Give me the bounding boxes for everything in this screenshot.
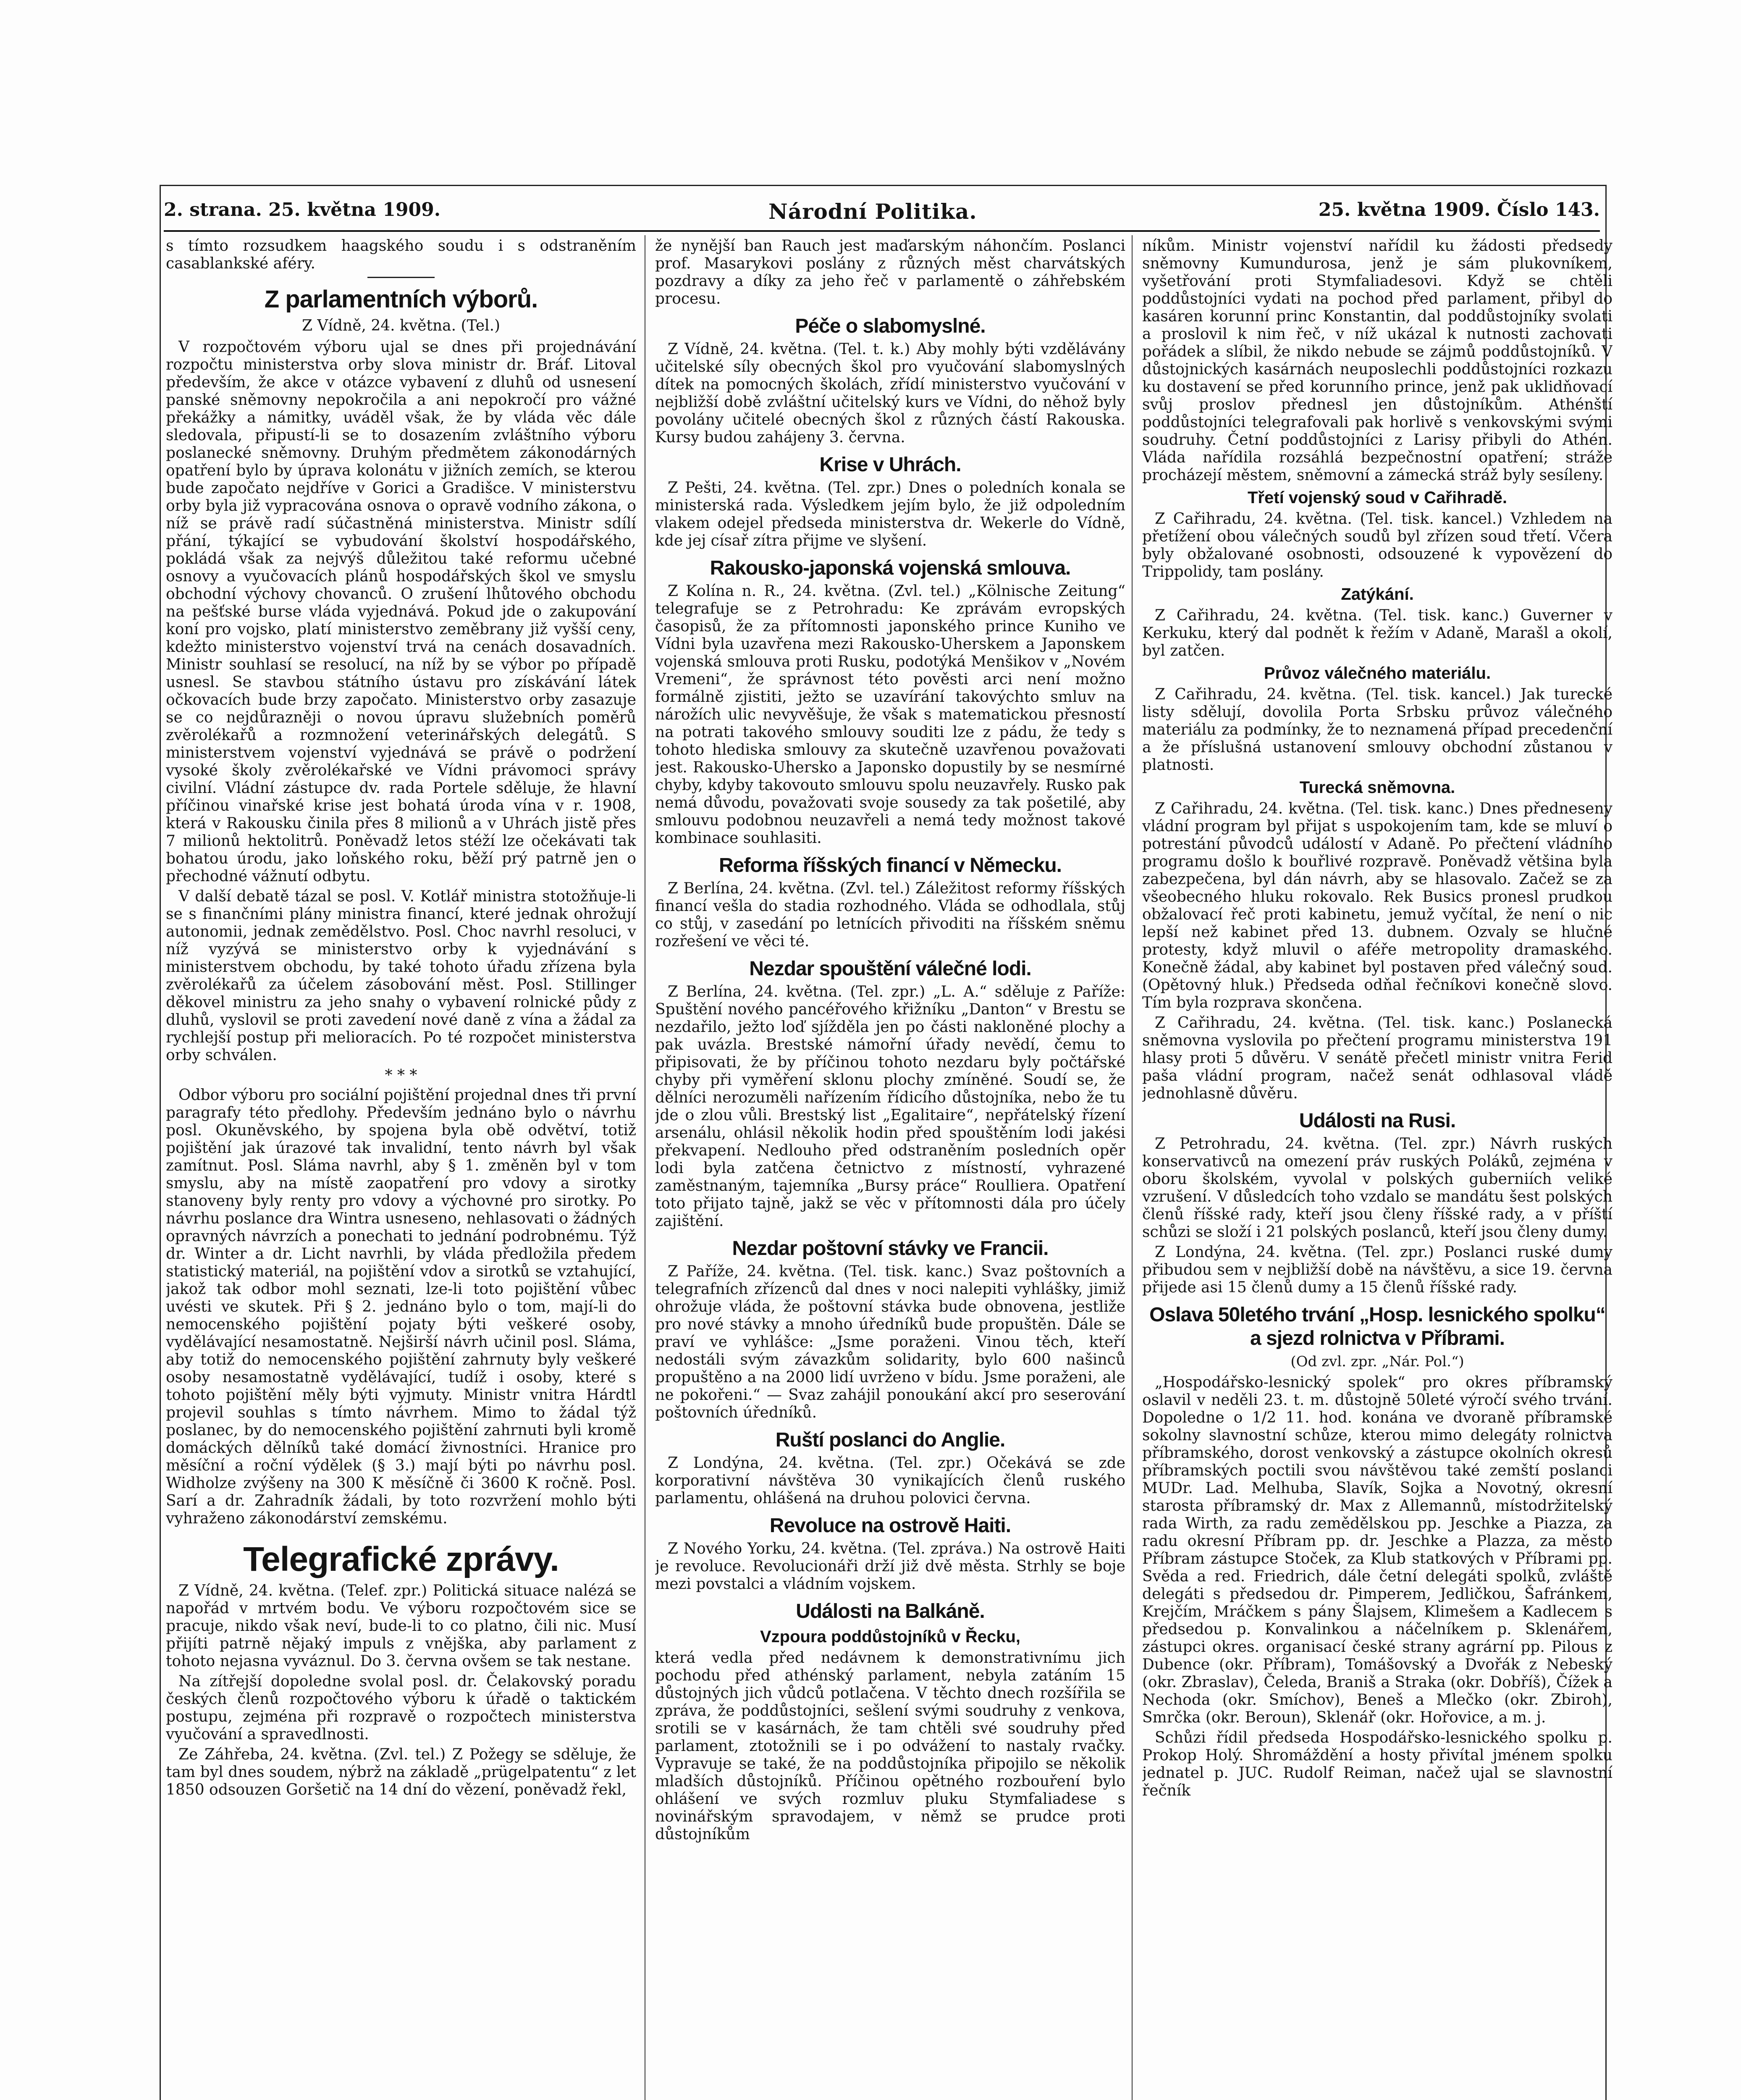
headline: Události na Rusi. — [1299, 1110, 1456, 1132]
headline: Nezdar spouštění válečné lodi. — [749, 958, 1031, 980]
article-paragraph: Schůzi řídil předseda Hospodářsko-lesnického spolku p. Prokop Holý. Shromáždění a hosty přivítal jménem spolku jednatel p. JUC. Rudolf Reiman, načež ujal se slavnostní řečník — [1142, 1729, 1613, 1799]
article-paragraph: V další debatě tázal se posl. V. Kotlář ministra stotožňuje-li se s finančními plány ministra financí, které jednak ohrožují autonomii, jednak zemědělstvo. Posl. Choc navrhl resoluci, v níž vyzývá se ministerstvo orby k vyjednávání s ministerstvem obchodu, by také tohoto úřadu zřízena byla zvěrolékařů za účelem zásobování měst. Posl. Stillinger děkovel ministru za jeho snahy o vybavení rolnické půdy z dluhů, vyslovil se proti zavedení nové daně z vína a žádal za rychlejší postup při melioracích. Po té rozpočet ministerstva orby schválen. — [166, 888, 636, 1064]
article-paragraph: Z Nového Yorku, 24. května. (Tel. zpráva.) Na ostrově Haiti je revoluce. Revolucionáři drží již dvě města. Strhly se boje mezi povstalci a vládním vojskem. — [655, 1540, 1125, 1593]
article-paragraph: Z Londýna, 24. května. (Tel. zpr.) Očekává se zde korporativní návštěva 30 vynikajících členů ruského parlamentu, ohlášená na druhou polovici června. — [655, 1454, 1125, 1507]
article-paragraph: Z Vídně, 24. května. (Telef. zpr.) Politická situace nalézá se napořád v mrtvém bodu. Ve výboru rozpočtovém sice se pracuje, nikdo však neví, bude-li to co platno, čili nic. Musí přijíti patrně nějaký impuls z vnějška, aby parlament z tohoto nejasna vyváznul. Do 3. června ovšem se tak nestane. — [166, 1582, 636, 1670]
column-2 — [655, 237, 1125, 2100]
article-paragraph: Z Vídně, 24. května. (Tel. t. k.) Aby mohly býti vzdělávány učitelské síly obecných škol pro vyučování slabomyslných dítek na pomocných školách, zřídí ministerstvo vyučování v nejbližší době zvláštní učitelský kurs ve Vídni, do něhož byly povolány učitelé obecných škol z různých částí Rakouska. Kursy budou zahájeny 3. června. — [655, 341, 1125, 446]
article-paragraph: Z Petrohradu, 24. května. (Tel. zpr.) Návrh ruských konservativců na omezení práv ruských Poláků, zejména v oboru školském, vyvolal v polských guberniích veliké vzrušení. V důsledcích toho vzdalo se mandátu šest polských členů říšské rady, kteří jsou členy říšské rady, a v příští schůzi se složí i 21 polských poslanců, kteří jsou členy dumy. — [1142, 1135, 1613, 1241]
article-paragraph: Z Cařihradu, 24. května. (Tel. tisk. kancel.) Jak turecké listy sdělují, dovolila Porta Srbsku průvoz válečného materiálu za podmínky, že to neznamená případ precedenční a že příslušná ustanovení smlouvy obchodní zůstanou v platnosti. — [1142, 686, 1613, 774]
masthead-title: Národní Politika. — [768, 199, 977, 224]
article-paragraph: Z Cařihradu, 24. května. (Tel. tisk. kancel.) Vzhledem na přetížení obou válečných soudů byl zřízen soud třetí. Včera byly obžalované osobnosti, odsouzené k vypovězení do Trippolidy, tam poslány. — [1142, 510, 1613, 580]
section-rule — [367, 277, 435, 278]
dateline: Z Vídně, 24. května. (Tel.) — [302, 317, 501, 334]
header-rule — [164, 230, 1600, 232]
section-separator: * * * — [385, 1067, 417, 1084]
article-paragraph: Z Berlína, 24. května. (Zvl. tel.) Záležitost reformy říšských financí vešla do stadia rozhodného. Vláda se odhodlala, stůj co stůj, v zasedání po letnících přivoditi na říšském sněmu rozřešení ve věci té. — [655, 880, 1125, 950]
article-paragraph: Na zítřejší dopoledne svolal posl. dr. Čelakovský poradu českých členů rozpočtového výboru k úřadě o taktickém postupu, zejména při rozpravě o rozpočtech ministerstva vyučování a spravedlnosti. — [166, 1673, 636, 1743]
headline: Nezdar poštovní stávky ve Francii. — [732, 1237, 1049, 1260]
headline: Reforma říšských financí v Německu. — [718, 854, 1062, 877]
headline: Ruští poslanci do Anglie. — [775, 1429, 1005, 1451]
article-paragraph: Z Berlína, 24. května. (Tel. zpr.) „L. A.“ sděluje z Paříže: Spuštění nového pancéřového křižníku „Danton“ v Brestu se nezdařilo, ježto loď sjížděla jen po části nakloněné plochy a pak uvázla. Brestské námořní úřady nevědí, čemu to připisovati, že by příčinou tohoto nezdaru byly počtářské chyby při vyměření sklonu plochy zmíněné. Soudí se, že dělníci nerozuměli nařízením řídicího důstojníka, nebo že tu jde o zlou vůli. Brestský list „Egalitaire“, nepřátelský řízení arsenálu, ohlásil několik hodin před spouštěním lodi jakési překvapení. Nedlouho před odstraněním posledních opěr lodi byla zatčena četnictvo z místností, vyhrazené zaměstnaným, tajemníka „Bursy práce“ Roulliera. Opatření toto přijato tajně, jakž se věc v přítomnosti dála pro účely zajištění. — [655, 983, 1125, 1230]
header-page-date: 2. strana. 25. května 1909. — [164, 199, 441, 220]
article-paragraph: Odbor výboru pro sociální pojištění projednal dnes tři první paragrafy této předlohy. Především jednáno bylo o návrhu posl. Okuněvského, by spojena byla obě odvětví, totiž pojištění jak úrazové tak invalidní, tento návrh byl však zamítnut. Posl. Sláma navrhl, aby § 1. změněn byl v tom smyslu, aby na místě zaopatření pro vdovy a sirotky stanoveny byly renty pro vdovy a výchovné pro sirotky. Po návrhu poslance dra Wintra usneseno, nehlasovati o žádných opravných návrzích a ponechati to jednání podrobnému. Týž dr. Winter a dr. Licht navrhli, by vláda předložila předem statistický materiál, na pojištění vdov a sirotků se vztahující, jakož tak odbor mohl seznati, lze-li toto pojištění vůbec uvésti ve skutek. Při § 2. jednáno bylo o tom, mají-li do nemocenského pojištění pojaty býti veškeré osoby, vydělávající nesamostatně. Nejširší návrh učinil posl. Sláma, aby totiž do nemocenského pojištění zahrnuty byly veškeré osoby nesamostatně vydělávající, tudíž i osoby, které s tohoto pojištění měly býti vyjmuty. Ministr vnitra Hárdtl projevil souhlas s tímto návrhem. Mimo to žádal týž poslanec, by do nemocenského pojištění zahrnuti byli kromě domáckých dělníků také domácí živnostníci. Hranice pro měsíční a roční výdělek (§ 3.) mají býti po návrhu posl. Widholze zvýšeny na 300 K měsíčně či 3600 K ročně. Posl. Sarí a dr. Zahradník žádali, by toto rozvržení mohlo býti vyhraženo zákonodárství zemskému. — [166, 1087, 636, 1527]
headline: Třetí vojenský soud v Cařihradě. — [1248, 488, 1507, 507]
subheadline: Vzpoura poddůstojníků v Řecku, — [760, 1628, 1021, 1646]
article-paragraph: Z Cařihradu, 24. května. (Tel. tisk. kanc.) Guverner v Kerkuku, který dal podnět k řežím v Adaně, Marašl a okolí, byl zatčen. — [1142, 607, 1613, 659]
headline: Turecká sněmovna. — [1299, 778, 1455, 797]
article-continuation: že nynější ban Rauch jest maďarským náhončím. Poslanci prof. Masarykovi poslány z různých měst charvátských pozdravy a díky za jeho řeč v parlamentě o záhřebském procesu. — [655, 237, 1125, 307]
headline: Rakousko-japonská vojenská smlouva. — [710, 557, 1071, 579]
column-3 — [1142, 237, 1613, 2100]
article-paragraph: V rozpočtovém výboru ujal se dnes při projednávání rozpočtu ministerstva orby slova ministr dr. Bráf. Litoval především, že akce v otázce vybavení z dluhů od usnesení panské sněmovny nepokročila a ani nepokročí pro vážné překážky a námitky, uváděl však, že by vláda věc dále sledovala, připustí-li se to dosazením zvláštního výboru poslanecké sněmovny. Druhým předmětem zákonodárných opatření bylo by úprava kolonátu v jižních zemích, se kterou bude započato nejdříve v Gorici a Gradišce. V ministerstvu orby byla již vypracována osnova o opravě vodního zákona, o níž se právě radí súčastněná ministerstva. Ministr sdílí přání, týkající se vybudování školství hospodářského, pokládá však za nejvýš důležitou také reformu učebné osnovy a vyučovacích plánů hospodářských škol ve smyslu obchodní výchovy chovanců. O zrušení lhůtového obchodu na pešťské burse vláda vyjednává. Pokud jde o zakupování koní pro vojsko, platí ministerstvo zeměbrany již vyšší ceny, kdežto ministerstvo vojenství trvá na cenách dosavadních. Ministr souhlasí se resolucí, na níž by se výbor po případě usnesl. Se stavbou státního ústavu pro získávání látek očkovacích bude brzy započato. Ministerstvo orby zasazuje se co nejdůrazněji o novou úpravu služebních poměrů zvěrolékařů a rozmnožení veterinářských delegátů. S ministerstvem vojenství vyjednává se právě o podržení vysoké školy zvěrolékařské ve Vídni právomoci správy civilní. Vládní zástupce dv. rada Portele sděluje, že hlavní příčinou vinařské krise jest bohatá úroda vína v r. 1908, která v Rakousku činila přes 8 milionů a v Uhrách jistě přes 7 milionů hektolitrů. Poněvadž letos stéží lze očekávati tak bohatou úrodu, jako loňského roku, běží prý patrně jen o přechodné vážnutí odbytu. — [166, 339, 636, 885]
headline: Průvoz válečného materiálu. — [1264, 664, 1491, 682]
article-paragraph: Z Cařihradu, 24. května. (Tel. tisk. kanc.) Dnes předneseny vládní program byl přijat s uspokojením tam, kde se mluví o potrestání původců událostí v Adaně. Po přečtení vládního programu došlo k bouřlivé rozpravě. Poněvadž většina byla zabezpečena, byl dán návrh, aby se hlasovalo. Začež se za všeobecného hluku rokovalo. Rek Busics pronesl prudkou obžalovací řeč proti kabinetu, jemuž vyčítal, že není o nic lepší než kabinet před 13. dubnem. Ozvaly se hlučné protesty, když mluvil o aféře metropolity dramaského. Konečně žádal, aby kabinet byl postaven před válečný soud. (Opětovný hluk.) Předseda odňal řečníkovi konečně slovo. Tím byla rozprava skončena. — [1142, 800, 1613, 1011]
article-paragraph: Z Pešti, 24. května. (Tel. zpr.) Dnes o poledních konala se ministerská rada. Výsledkem jejím bylo, že již odpoledním vlakem odejel předseda ministerstva dr. Wekerle do Vídně, kde jej císař zítra přijme ve slyšení. — [655, 479, 1125, 549]
article-paragraph: Z Cařihradu, 24. května. (Tel. tisk. kanc.) Poslanecká sněmovna vyslovila po přečtení programu ministerstva 191 hlasy proti 5 důvěru. V senátě přečetl ministr vnitra Ferid paša vládní program, načež senát odhlasoval vládě jednohlasně důvěru. — [1142, 1014, 1613, 1102]
headline: Krise v Uhrách. — [819, 454, 961, 476]
headline: Zatýkání. — [1341, 585, 1414, 604]
article-paragraph: „Hospodářsko-lesnický spolek“ pro okres příbramský oslavil v neděli 23. t. m. důstojně 50leté výročí svého trvání. Dopoledne o 1/2 11. hod. konána ve dvoraně příbramské sokolny slavnostní schůze, kterou mimo delegáty rolnictva příbramského, dorost venkovský a zástupce okolních okresů příbramských poctili svou návštěvou také zemští poslanci MUDr. Lad. Melhuba, Slavík, Sojka a Novotný, okresní starosta příbramský dr. Max z Allemannů, místodržitelský rada Wirth, za radu zemědělskou pp. Jeschke a Piazza, za radu okresní Příbram pp. dr. Jeschke a Plazza, za město Příbram zástupce Stoček, za Klub statkových v Příbrami pp. Svěda a red. Friedrich, dále četní delegáti spolků, zvláště delegáti s předsedou dr. Pimperem, Jedličkou, Šafránkem, Krejčím, Mráčkem s pány Šlajsem, Klimešem a Kadlecem s předsedou p. Konvalinkou a náčelníkem p. Sklenářem, zástupci okres. organisací české strany agrární pp. Pilous z Dubence (okr. Příbram), Tomášovský a Dvořák z Nebeský (okr. Zbraslav), Čeleda, Braniš a Straka (okr. Dobříš), Čížek a Nechoda (okr. Smíchov), Beneš a Mlečko (okr. Zbiroh), Smrčka (okr. Beroun), Sklenář (okr. Hořovice, a m. j. — [1142, 1374, 1613, 1726]
article-paragraph: Z Kolína n. R., 24. května. (Zvl. tel.) „Kölnische Zeitung“ telegrafuje se z Petrohradu: Ke zprávám evropských časopisů, že za přítomnosti japonského prince Kuniho ve Vídni byla uzavřena mezi Rakousko-Uherskem a Japonskem vojenská smlouva proti Rusku, podotýká Menšikov v „Novém Vremeni“, že správnost této pověsti arci není možno formálně zjistiti, ježto se uzavírání takovýchto smluv na nárožích ulic nevyvěšuje, že však s matematickou přesností na potrati takového smlouvy souditi lze z pádu, že tedy s tohoto hlediska smlouvy za skutečně uzavřenou považovati jest. Rakousko-Uhersko a Japonsko dopustily by se nesmírné chyby, kdyby takovouto smlouvu spolu neuzavřely. Rusko pak nemá důvodu, považovati svoje sousedy za tak pošetilé, aby smlouvu podobnou neuzavřeli a nemá tedy možnost takové kombinace souhlasiti. — [655, 583, 1125, 847]
article-continuation: s tímto rozsudkem haagského soudu i s odstraněním casablankské aféry. — [166, 237, 636, 272]
article-paragraph: Z Londýna, 24. května. (Tel. zpr.) Poslanci ruské dumy přibudou sem v nejbližší době na návštěvu, a sice 19. června přijede asi 15 členů dumy a 15 členů říšské rady. — [1142, 1244, 1613, 1296]
article-paragraph: Ze Záhřeba, 24. května. (Zvl. tel.) Z Požegy se sděluje, že tam byl dnes soudem, nýbrž na základě „prügelpatentu“ z let 1850 odsouzen Goršetič na 14 dní do vězení, poněvadž řekl, — [166, 1746, 636, 1798]
headline-pribram-celebration: Oslava 50letého trvání „Hosp. lesnického spolku“ a sjezd rolnictva v Příbrami. — [1149, 1304, 1605, 1349]
headline-telegraphic-news: Telegrafické zprávy. — [243, 1540, 559, 1578]
headline: Péče o slabomyslné. — [795, 315, 986, 337]
page-header — [164, 199, 1600, 226]
headline: Revoluce na ostrově Haiti. — [769, 1515, 1011, 1537]
headline: Události na Balkáně. — [796, 1600, 985, 1622]
headline-parliament-committees: Z parlamentních výborů. — [264, 286, 538, 313]
article-continuation: níkům. Ministr vojenství nařídil ku žádosti předsedy sněmovny Kumundurosa, jenž je sám plukovníkem, vyšetřování proti Stymfaliadesovi. Když se chtěli poddůstojníci vydati na pochod před parlament, přibyl do kasáren korunní princ Konstantin, dal poddůstojníky svolati a proslovil k nim řeč, v níž ukázal k nutnosti zachovati pořádek a slíbil, že nikdo nebude se zájmů poddůstojníků. V důstojnických kasárnách neuposlechli poddůstojníci rozkazu ku dostavení se před korunního prince, jenž pak uklidňovací svůj proslov přednesl jen důstojníkům. Athénští poddůstojníci telegrafovali pak horlivě s venkovskými svými soudruhy. Četní poddůstojníci z Larisy přibyli do Athén. Vláda nařídila rozsáhlá bezpečnostní opatření; stráže procházejí městem, sněmovní a zámecká stráž byly sesíleny. — [1142, 237, 1613, 484]
column-divider — [1132, 235, 1133, 2100]
article-paragraph: která vedla před nedávnem k demonstrativnímu jich pochodu před athénský parlament, nebyla zatáním 15 důstojných jich vůdců potlačena. V těchto dnech rozšířila se zpráva, že poddůstojníci, sešlení svými soudruhy z venkova, srotili se v kasárnách, že tam chtěli své soudruhy před parlament, ztotožnili se i po odvážení to nastaly rvačky. Vypravuje se také, že na poddůstojníka připojilo se několik mladších důstojníků. Příčinou opětného rozbouření bylo ohlášení ve svých rozmluv pluku Stymfaliadese s novinářským spravodajem, v němž se prudce proti důstojníkům — [655, 1649, 1125, 1843]
column-1 — [166, 237, 636, 2100]
article-paragraph: Z Paříže, 24. května. (Tel. tisk. kanc.) Svaz poštovních a telegrafních zřízenců dal dnes v noci nalepiti vyhlášky, jimiž ohrožuje vláda, že poštovní stávka bude obnovena, jestliže pro nové stávky a mnoho úředníků bude propuštěn. Dále se praví ve vyhlášce: „Jsme poraženi. Vinou těch, kteří nedostáli svým závazkům solidarity, bylo 600 našinců propuštěno a na 2000 lidí uvrženo v bídu. Jsme poraženi, ale ne pokořeni.“ — Svaz zahájil ponoukání akcí pro seserování poštovních úředníků. — [655, 1263, 1125, 1421]
header-issue-number: 25. května 1909. Číslo 143. — [1318, 199, 1600, 220]
subheadline: (Od zvl. zpr. „Nár. Pol.“) — [1290, 1353, 1464, 1370]
